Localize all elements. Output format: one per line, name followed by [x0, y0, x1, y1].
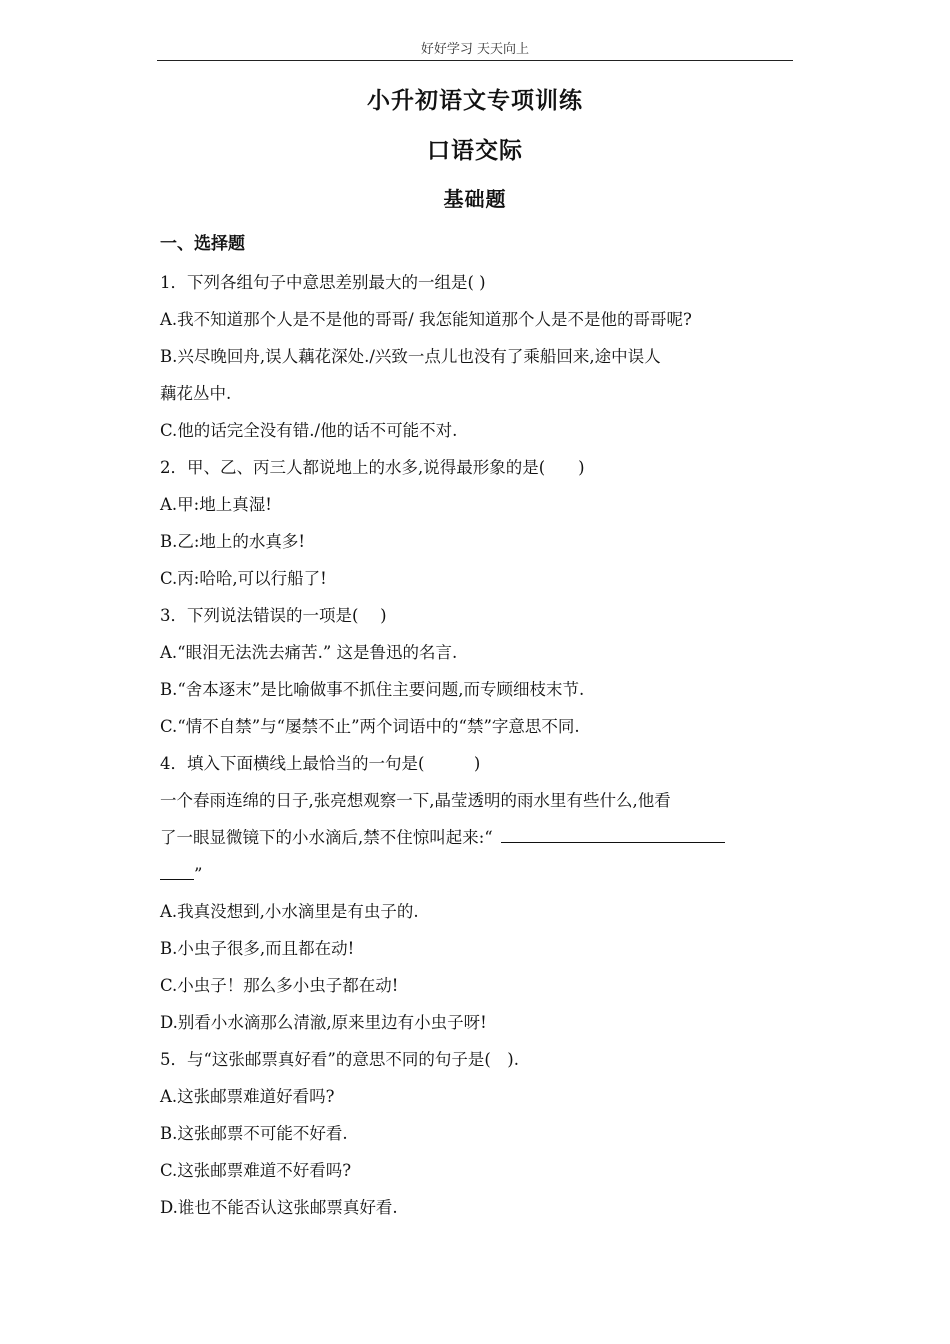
question-3-option-b: B.“舍本逐末”是比喻做事不抓住主要问题,而专顾细枝末节.: [160, 680, 585, 699]
question-4-passage-line-1: 一个春雨连绵的日子,张亮想观察一下,晶莹透明的雨水里有些什么,他看: [160, 791, 671, 810]
question-2-option-b: B.乙:地上的水真多!: [160, 532, 306, 551]
question-list: [160, 264, 792, 1226]
question-4-option-d: D.别看小水滴那么清澈,原来里边有小虫子呀!: [160, 1013, 487, 1032]
main-title: 小升初语文专项训练: [367, 88, 583, 114]
question-3-stem: 3．下列说法错误的一项是( ): [160, 606, 387, 625]
header-rule: [157, 60, 793, 61]
question-4-option-b: B.小虫子很多,而且都在动!: [160, 939, 355, 958]
answer-blank-continuation: [160, 863, 194, 880]
question-5-option-c: C.这张邮票难道不好看吗?: [160, 1161, 352, 1180]
question-1-option-b-cont: 藕花丛中.: [160, 384, 232, 403]
closing-quote: ”: [194, 865, 203, 884]
question-5-option-d: D.谁也不能否认这张邮票真好看.: [160, 1198, 398, 1217]
section-heading: 一、选择题: [160, 234, 245, 254]
question-4-option-a: A.我真没想到,小水滴里是有虫子的.: [160, 902, 419, 921]
answer-blank: [501, 826, 725, 843]
question-2-option-c: C.丙:哈哈,可以行船了!: [160, 569, 327, 588]
question-2-stem: 2．甲、乙、丙三人都说地上的水多,说得最形象的是( ): [160, 458, 585, 477]
question-5-option-a: A.这张邮票难道好看吗?: [160, 1087, 335, 1106]
question-1-option-b: B.兴尽晚回舟,误人藕花深处./兴致一点儿也没有了乘船回来,途中误人: [160, 347, 661, 366]
question-4-passage-line-3: [160, 856, 792, 893]
question-5-option-b: B.这张邮票不可能不好看.: [160, 1124, 348, 1143]
question-3-option-a: A.“眼泪无法洗去痛苦.” 这是鲁迅的名言.: [160, 643, 458, 662]
question-4-passage-line-2: [160, 819, 792, 856]
question-3-option-c: C.“情不自禁”与“屡禁不止”两个词语中的“禁”字意思不同.: [160, 717, 580, 736]
question-1-option-c: C.他的话完全没有错./他的话不可能不对.: [160, 421, 458, 440]
question-5-stem: 5．与“这张邮票真好看”的意思不同的句子是( ).: [160, 1050, 519, 1069]
question-4-stem: 4．填入下面横线上最恰当的一句是( ): [160, 754, 481, 773]
question-1-stem: 1．下列各组句子中意思差别最大的一组是( ): [160, 273, 486, 292]
question-2-option-a: A.甲:地上真湿!: [160, 495, 272, 514]
question-4-passage-text: 了一眼显微镜下的小水滴后,禁不住惊叫起来:“: [160, 828, 493, 847]
subtitle: 口语交际: [427, 138, 523, 164]
level-title: 基础题: [443, 187, 507, 211]
page-header: 好好学习 天天向上: [420, 42, 530, 57]
question-1-option-a: A.我不知道那个人是不是他的哥哥/ 我怎能知道那个人是不是他的哥哥呢?: [160, 310, 692, 329]
question-4-option-c: C.小虫子！那么多小虫子都在动!: [160, 976, 399, 995]
